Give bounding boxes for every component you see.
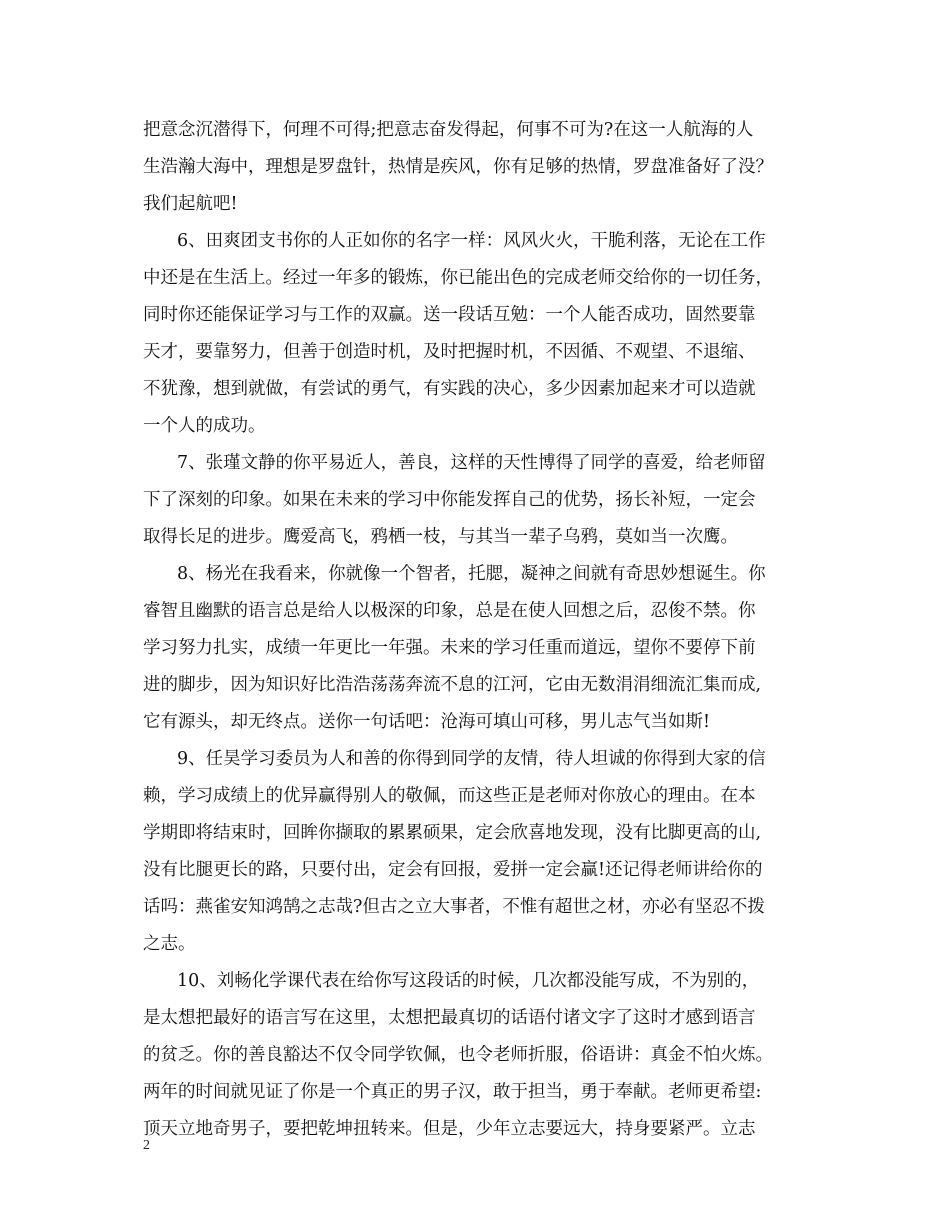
paragraph-start-line: 7、张瑾文静的你平易近人，善良，这样的天性博得了同学的喜爱，给老师留 bbox=[177, 453, 766, 473]
text-line: 睿智且幽默的语言总是给人以极深的印象，总是在使人回想之后，忍俊不禁。你 bbox=[143, 601, 756, 621]
text-line: 生浩瀚大海中，理想是罗盘针，热情是疾风，你有足够的热情，罗盘准备好了没？ bbox=[143, 157, 773, 177]
paragraph-start-line: 8、杨光在我看来，你就像一个智者，托腮，凝神之间就有奇思妙想诞生。你 bbox=[177, 564, 766, 584]
paragraph-start-line: 10、刘畅化学课代表在给你写这段话的时候，几次都没能写成，不为别的， bbox=[177, 971, 760, 991]
paragraph-start-line: 6、田爽团支书你的人正如你的名字一样：风风火火，干脆利落，无论在工作 bbox=[177, 231, 766, 251]
text-line: 不犹豫，想到就做，有尝试的勇气，有实践的决心，多少因素加起来才可以造就 bbox=[143, 379, 756, 399]
page-number: 2 bbox=[143, 1138, 150, 1153]
text-line: 没有比腿更长的路，只要付出，定会有回报，爱拼一定会赢!还记得老师讲给你的 bbox=[143, 860, 763, 880]
text-line: 把意念沉潜得下，何理不可得;把意志奋发得起，何事不可为?在这一人航海的人 bbox=[143, 120, 754, 140]
text-line: 中还是在生活上。经过一年多的锻炼，你已能出色的完成老师交给你的一切任务， bbox=[143, 268, 773, 288]
text-line: 是太想把最好的语言写在这里，太想把最真切的话语付诸文字了这时才感到语言 bbox=[143, 1008, 756, 1028]
text-line: 我们起航吧! bbox=[143, 194, 238, 214]
text-line: 两年的时间就见证了你是一个真正的男子汉，敢于担当，勇于奉献。老师更希望: bbox=[143, 1082, 762, 1102]
text-line: 一个人的成功。 bbox=[143, 416, 266, 436]
text-line: 顶天立地奇男子，要把乾坤扭转来。但是，少年立志要远大，持身要紧严。立志 bbox=[143, 1119, 756, 1139]
text-line: 天才，要靠努力，但善于创造时机，及时把握时机，不因循、不观望、不退缩、 bbox=[143, 342, 756, 362]
text-line: 取得长足的进步。鹰爱高飞，鸦栖一枝，与其当一辈子乌鸦，莫如当一次鹰。 bbox=[143, 527, 738, 547]
text-line: 同时你还能保证学习与工作的双赢。送一段话互勉：一个人能否成功，固然要靠 bbox=[143, 305, 756, 325]
text-line: 它有源头，却无终点。送你一句话吧：沧海可填山可移，男儿志气当如斯! bbox=[143, 712, 711, 732]
text-line: 赖，学习成绩上的优异赢得别人的敬佩，而这些正是老师对你放心的理由。在本 bbox=[143, 786, 756, 806]
text-line: 学期即将结束时，回眸你撷取的累累硕果，定会欣喜地发现，没有比脚更高的山, bbox=[143, 823, 762, 843]
text-line: 下了深刻的印象。如果在未来的学习中你能发挥自己的优势，扬长补短，一定会 bbox=[143, 490, 756, 510]
text-line: 进的脚步，因为知识好比浩浩荡荡奔流不息的江河，它由无数涓涓细流汇集而成, bbox=[143, 675, 762, 695]
text-line: 学习努力扎实，成绩一年更比一年强。未来的学习任重而道远，望你不要停下前 bbox=[143, 638, 756, 658]
text-line: 话吗：燕雀安知鸿鹄之志哉?但古之立大事者，不惟有超世之材，亦必有坚忍不拨 bbox=[143, 897, 765, 917]
text-line: 之志。 bbox=[143, 934, 196, 954]
text-line: 的贫乏。你的善良豁达不仅令同学钦佩，也令老师折服，俗语讲：真金不怕火炼。 bbox=[143, 1045, 773, 1065]
paragraph-start-line: 9、任昊学习委员为人和善的你得到同学的友情，待人坦诚的你得到大家的信 bbox=[177, 749, 766, 769]
